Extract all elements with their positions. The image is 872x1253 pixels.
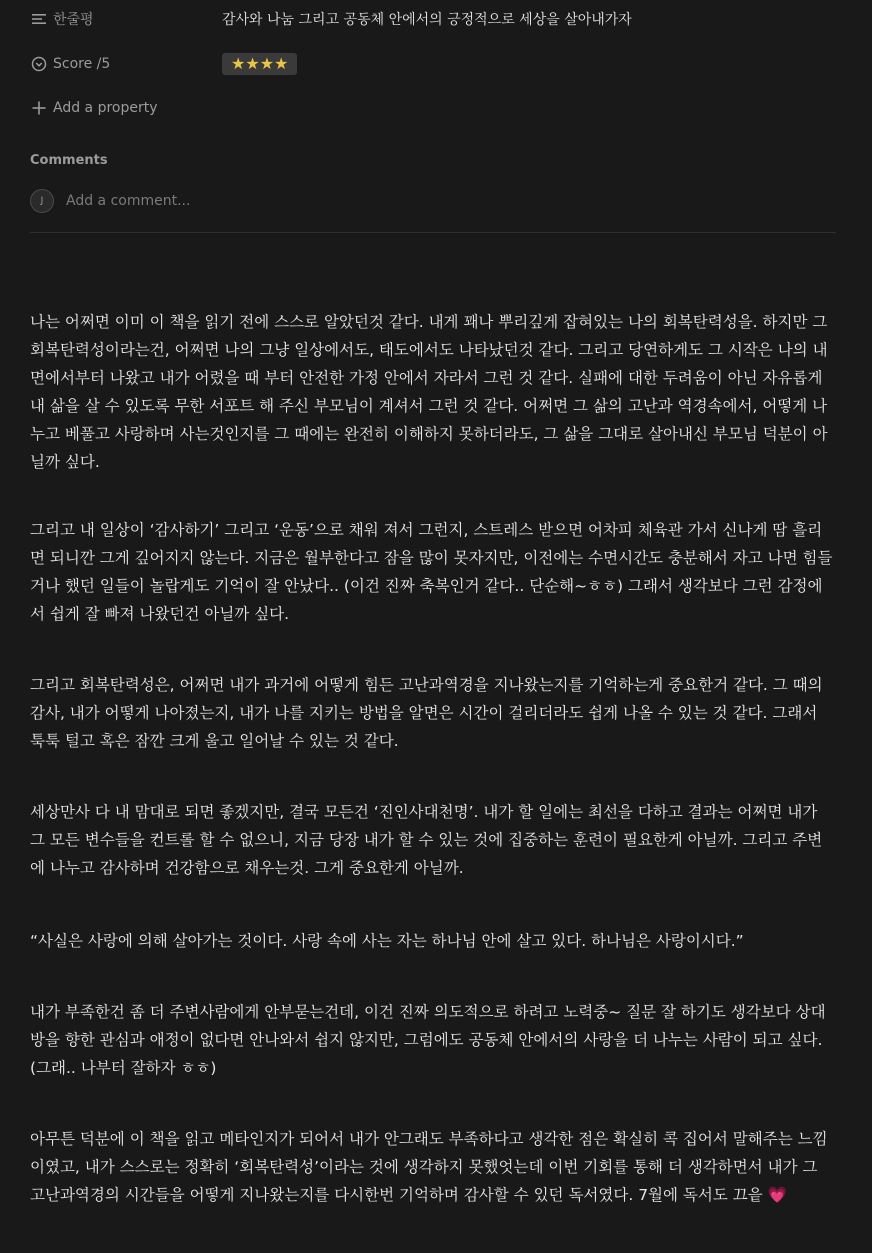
paragraph[interactable]: 그리고 내 일상이 ‘감사하기’ 그리고 ‘운동’으로 채워 져서 그런지, 스트레스 받으면 어차피 체육관 가서 신나게 땀 흘리면 되니깐 그게 깊어지지 않는다. 지금은 월부한다고 잠을 많이 못자지만, 이전에는 수면시간도 충분해서 자고 나면 힘들거나 했던 일들이 놀랍게도 기억이 잘 안났다.. (이건 진짜 축복인거 같다.. 단순해~ㅎㅎ) 그래서 생각보다 그런 감정에서 쉽게 잘 빠져 나왔던건 아닐까 싶다. <box>30 521 833 623</box>
star-rating[interactable] <box>222 53 297 75</box>
paragraph[interactable]: 나는 어쩌면 이미 이 책을 읽기 전에 스스로 알았던것 같다. 내게 꽤나 뿌리깊게 잡혀있는 나의 회복탄력성을. 하지만 그 회복탄력성이라는건, 어쩌면 나의 그냥 일상에서도, 태도에서도 나타났던것 같다. 그리고 당연하게도 그 시작은 나의 내면에서부터 나왔고 내가 어렸을 때 부터 안전한 가정 안에서 자라서 그런 것 같다. 실패에 대한 두려움이 아닌 자유롭게 내 삶을 살 수 있도록 무한 서포트 해 주신 부모님이 계셔서 그런 것 같다. 어쩌면 그 삶의 고난과 역경속에서, 어떻게 나누고 베풀고 사랑하며 사는것인지를 그 때에는 완전히 이해하지 못하더라도, 그 삶을 그대로 살아내신 부모님 덕분이 아닐까 싶다. <box>30 313 828 471</box>
comments-title: Comments <box>30 153 108 168</box>
select-circle-icon <box>30 55 48 73</box>
avatar: J <box>30 189 54 213</box>
paragraph[interactable]: 세상만사 다 내 맘대로 되면 좋겠지만, 결국 모든건 ‘진인사대천명’. 내가 할 일에는 최선을 다하고 결과는 어쩌면 내가 그 모든 변수들을 컨트롤 할 수 없으니, 지금 당장 내가 할 수 있는 것에 집중하는 훈련이 필요한게 아닐까. 그리고 주변에 나누고 감사하며 건강함으로 채우는것. 그게 중요한게 아닐까. <box>30 803 823 877</box>
property-label-text: Score /5 <box>53 56 111 72</box>
paragraph[interactable]: 그리고 회복탄력성은, 어쩌면 내가 과거에 어떻게 힘든 고난과역경을 지나왔는지를 기억하는게 중요한거 같다. 그 때의 감사, 내가 어떻게 나아졌는지, 내가 나를 지키는 방법을 알면은 시간이 걸리더라도 쉽게 나올 수 있는 것 같다. 그래서 툭툭 털고 혹은 잠깐 크게 울고 일어날 수 있는 것 같다. <box>30 676 823 750</box>
property-label-score[interactable] <box>30 47 110 81</box>
plus-icon <box>30 99 48 117</box>
add-property-button[interactable] <box>0 91 872 125</box>
property-label-summary[interactable] <box>30 2 94 36</box>
add-property-label[interactable] <box>30 91 158 125</box>
property-label-text: 한줄평 <box>53 12 94 28</box>
paragraph[interactable]: 아무튼 덕분에 이 책을 읽고 메타인지가 되어서 내가 안그래도 부족하다고 생각한 점은 확실히 콕 집어서 말해주는 느낌이였고, 내가 스스로는 정확히 ‘회복탄력성’이라는 것에 생각하지 못했엇는데 이번 기회를 통해 더 생각하면서 내가 그 고난과역경의 시간들을 어떻게 지나왔는지를 다시한번 기억하며 감사할 수 있던 독서였다. 7월에 독서도 끄읕 💗 <box>30 1130 828 1204</box>
divider <box>30 232 836 233</box>
property-row-score <box>0 47 872 81</box>
summary-value[interactable]: 감사와 나눔 그리고 공동체 안에서의 긍정적으로 세상을 살아내가자 <box>222 12 632 28</box>
text-lines-icon <box>30 10 48 28</box>
add-comment-row[interactable] <box>30 187 190 215</box>
score-value[interactable] <box>222 47 297 81</box>
comment-input[interactable]: Add a comment... <box>66 193 191 209</box>
paragraph-quote[interactable]: “사실은 사랑에 의해 살아가는 것이다. 사랑 속에 사는 자는 하나님 안에 살고 있다. 하나님은 사랑이시다.” <box>30 932 744 950</box>
add-property-text: Add a property <box>53 100 158 116</box>
star-rating-stars: ★★★★ <box>231 54 289 73</box>
paragraph[interactable]: 내가 부족한건 좀 더 주변사람에게 안부묻는건데, 이건 진짜 의도적으로 하려고 노력중~ 질문 잘 하기도 생각보다 상대방을 향한 관심과 애정이 없다면 안나와서 쉽지 않지만, 그럼에도 공동체 안에서의 사랑을 더 나누는 사람이 되고 싶다. (그래.. 나부터 잘하자 ㅎㅎ) <box>30 1003 826 1077</box>
property-row-summary <box>0 2 872 36</box>
